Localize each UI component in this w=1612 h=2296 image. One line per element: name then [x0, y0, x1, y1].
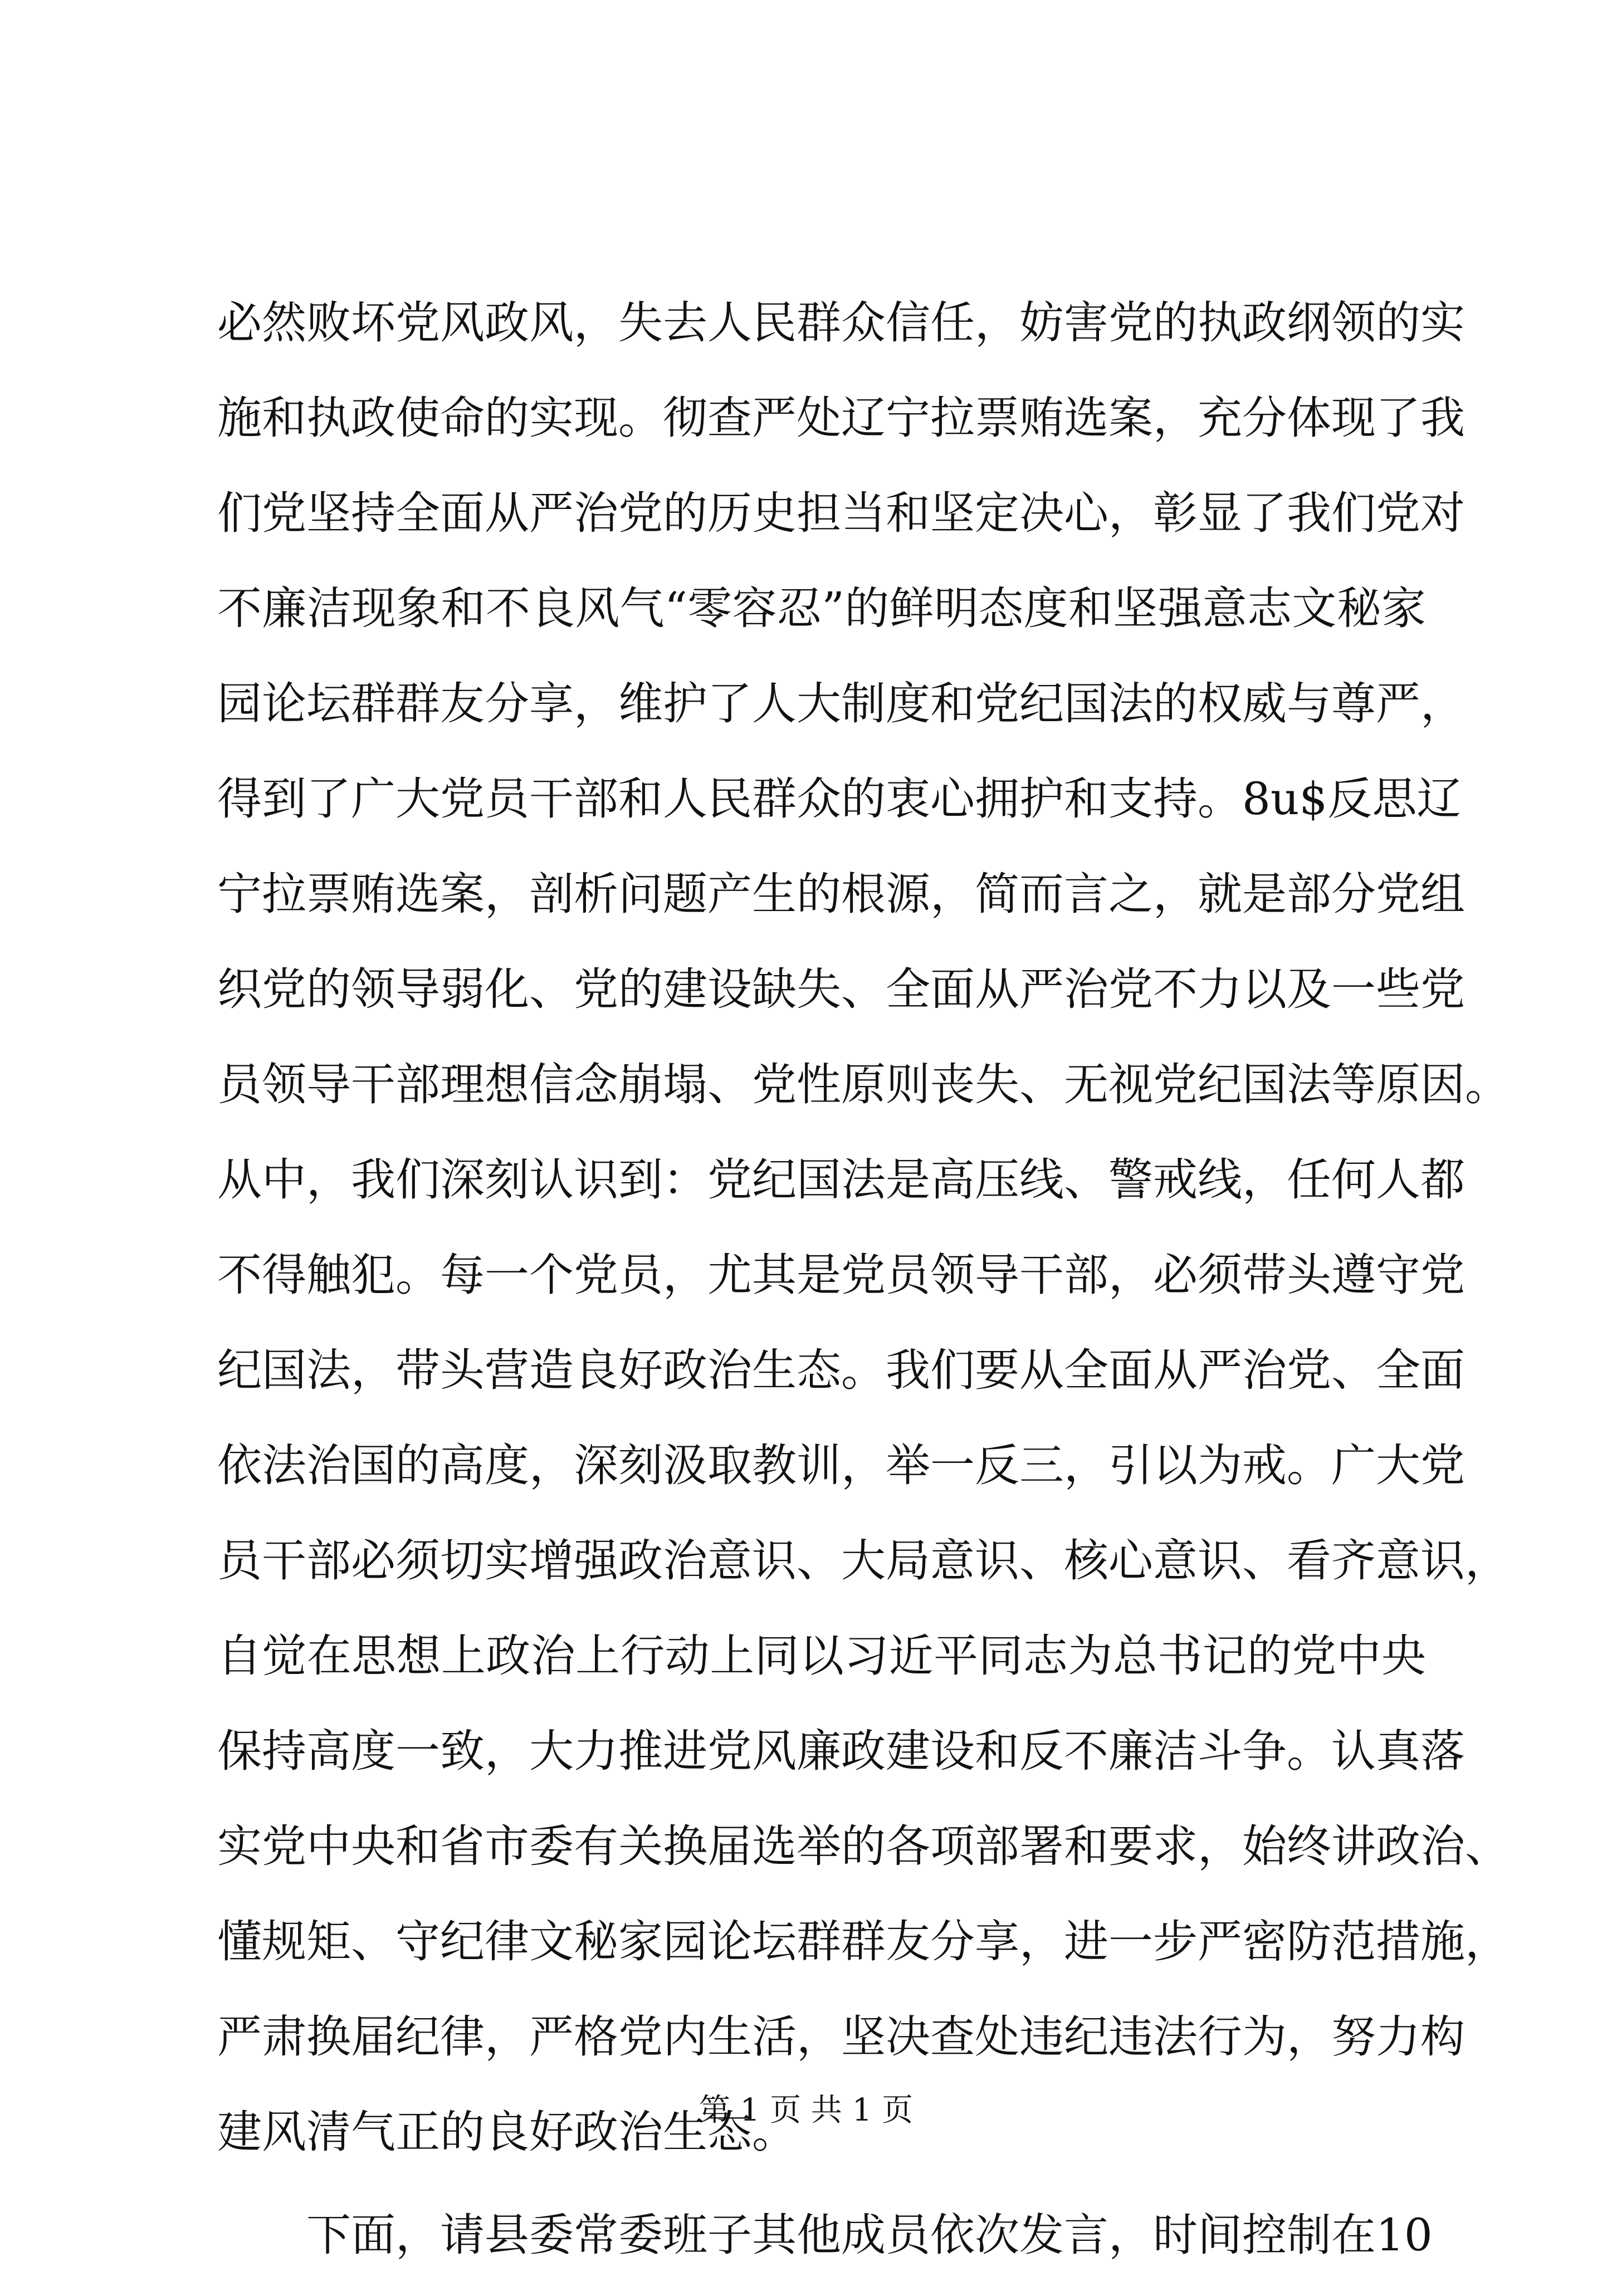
text-line: 从中，我们深刻认识到：党纪国法是高压线、警戒线，任何人都: [217, 1154, 1465, 1206]
text-line-paragraph-start: 下面，请县委常委班子其他成员依次发言，时间控制在10: [306, 2209, 1433, 2261]
text-line: 不廉洁现象和不良风气“零容忍”的鲜明态度和坚强意志文秘家: [217, 582, 1426, 634]
text-line: 施和执政使命的实现。彻查严处辽宁拉票贿选案，充分体现了我: [217, 392, 1465, 444]
text-line: 不得触犯。每一个党员，尤其是党员领导干部，必须带头遵守党: [217, 1249, 1465, 1301]
text-line: 园论坛群群友分享，维护了人大制度和党纪国法的权威与尊严，: [217, 678, 1465, 730]
text-line: 们党坚持全面从严治党的历史担当和坚定决心，彰显了我们党对: [217, 487, 1465, 539]
text-line: 懂规矩、守纪律文秘家园论坛群群友分享，进一步严密防范措施，: [217, 1916, 1510, 1967]
text-line: 员领导干部理想信念崩塌、党性原则丧失、无视党纪国法等原因。: [217, 1059, 1510, 1110]
document-body: [217, 288, 1510, 2296]
text-line-paragraph-end: 建风清气正的良好政治生态。: [217, 2106, 797, 2158]
text-line: 必然败坏党风政风，失去人民群众信任，妨害党的执政纲领的实: [217, 297, 1465, 349]
text-line: 保持高度一致，大力推进党风廉政建设和反不廉洁斗争。认真落: [217, 1725, 1465, 1777]
paragraph-gap: [217, 2193, 1426, 2201]
text-line: 自觉在思想上政治上行动上同以习近平同志为总书记的党中央: [217, 1630, 1426, 1682]
text-line: 纪国法，带头营造良好政治生态。我们要从全面从严治党、全面: [217, 1344, 1465, 1396]
page-number-footer: 第 1 页 共 1 页: [698, 2092, 914, 2128]
text-line: 织党的领导弱化、党的建设缺失、全面从严治党不力以及一些党: [217, 963, 1465, 1015]
text-line: 宁拉票贿选案，剖析问题产生的根源，简而言之，就是部分党组: [217, 868, 1465, 920]
text-line: 员干部必须切实增强政治意识、大局意识、核心意识、看齐意识，: [217, 1535, 1510, 1587]
text-line: 实党中央和省市委有关换届选举的各项部署和要求，始终讲政治、: [217, 1820, 1510, 1872]
text-line: 得到了广大党员干部和人民群众的衷心拥护和支持。8u$反思辽: [217, 773, 1462, 825]
text-line: 严肃换届纪律，严格党内生活，坚决查处违纪违法行为，努力构: [217, 2011, 1465, 2063]
text-line: 依法治国的高度，深刻汲取教训，举一反三，引以为戒。广大党: [217, 1440, 1465, 1491]
